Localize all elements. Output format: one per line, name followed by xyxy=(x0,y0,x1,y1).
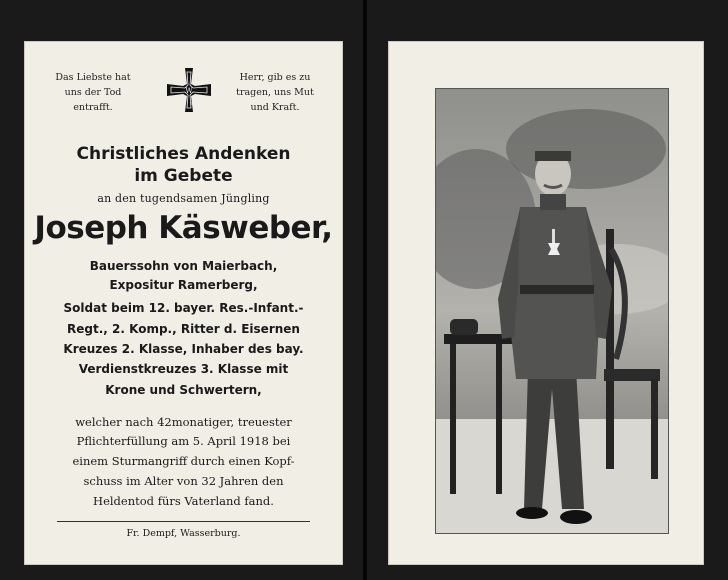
motto-left-line: Das Liebste hat xyxy=(55,72,131,83)
memorial-text-card xyxy=(25,42,342,564)
cross-initial: W xyxy=(185,87,193,95)
detail-line: Soldat beim 12. bayer. Res.-Infant.- xyxy=(63,301,304,315)
body-line: Heldentod fürs Vaterland fand. xyxy=(93,494,274,508)
printer-credit: Fr. Dempf, Wasserburg. xyxy=(126,528,241,539)
detail-line: Expositur Ramerberg, xyxy=(109,278,258,292)
motto-left-line: entrafft. xyxy=(73,102,113,113)
body-line: schuss im Alter von 32 Jahren den xyxy=(83,474,284,488)
body-line: welcher nach 42monatiger, treuester xyxy=(75,415,292,429)
detail-line: Bauerssohn von Maierbach, xyxy=(89,259,278,273)
deceased-name: Joseph Käsweber, xyxy=(34,210,333,246)
detail-line: Regt., 2. Komp., Ritter d. Eisernen xyxy=(67,322,300,336)
divider-rule xyxy=(57,521,310,522)
detail-line: Verdienstkreuzes 3. Klasse mit xyxy=(78,362,289,376)
detail-line: Krone und Schwertern, xyxy=(105,383,262,397)
motto-right xyxy=(230,70,320,115)
motto-right-line: Herr, gib es zu xyxy=(239,72,311,83)
detail-line: Kreuzes 2. Klasse, Inhaber des bay. xyxy=(63,342,304,356)
body-line: einem Sturmangriff durch einen Kopf- xyxy=(72,454,295,468)
cross-year: 1914 xyxy=(189,101,201,106)
intro-line: an den tugendsamen Jüngling xyxy=(97,192,270,205)
card-fold-divider xyxy=(363,0,367,580)
iron-cross-icon xyxy=(165,66,213,114)
motto-left xyxy=(53,70,133,115)
memorial-photo-card xyxy=(389,42,703,564)
motto-right-line: und Kraft. xyxy=(250,102,300,113)
body-line: Pflichterfüllung am 5. April 1918 bei xyxy=(76,434,291,448)
heading-line-1: Christliches Andenken xyxy=(76,144,291,164)
motto-left-line: uns der Tod xyxy=(64,87,122,98)
motto-right-line: tragen, uns Mut xyxy=(236,87,314,98)
soldier-portrait-photo xyxy=(435,88,669,534)
heading-line-2: im Gebete xyxy=(134,166,233,186)
portrait-illustration xyxy=(436,89,668,533)
